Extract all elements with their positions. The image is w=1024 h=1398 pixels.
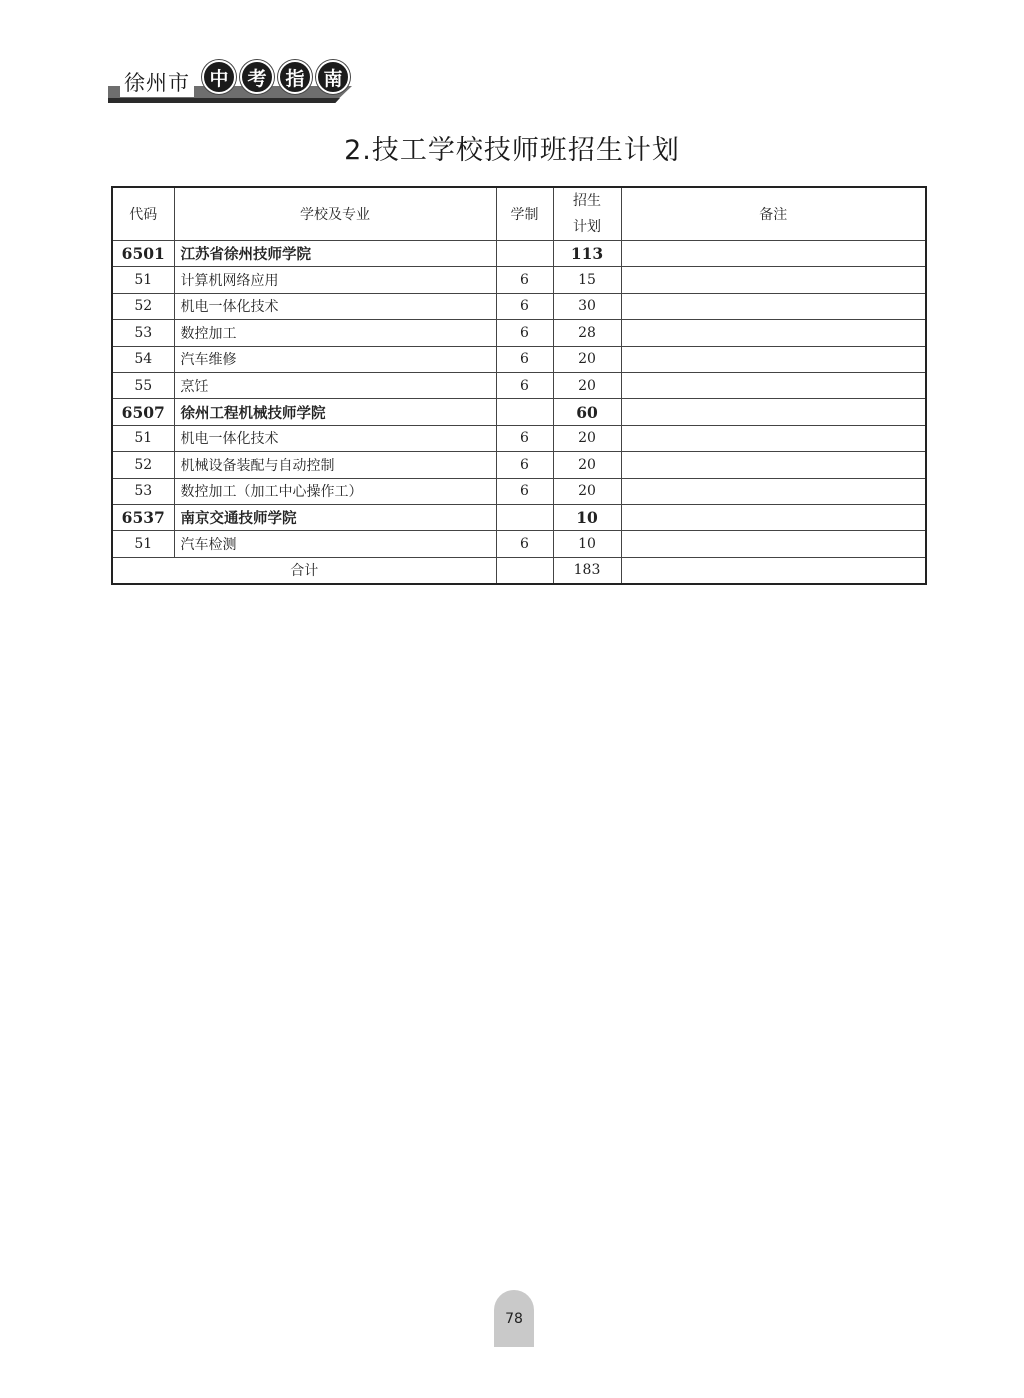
cell-code: 52 [112, 293, 174, 319]
table-row [112, 320, 926, 346]
cell-code: 51 [112, 531, 174, 557]
cell-name: 计算机网络应用 [174, 267, 496, 293]
guide-char: 南 [316, 60, 350, 94]
cell-code: 51 [112, 425, 174, 451]
table-row [112, 293, 926, 319]
cell-plan: 10 [553, 531, 621, 557]
cell-code: 52 [112, 452, 174, 478]
cell-plan: 28 [553, 320, 621, 346]
total-years [496, 557, 553, 584]
cell-years: 6 [496, 531, 553, 557]
table-row [112, 372, 926, 398]
cell-note [621, 320, 926, 346]
cell-plan: 60 [553, 399, 621, 425]
table-row [112, 346, 926, 372]
enrollment-table [111, 186, 927, 585]
cell-note [621, 241, 926, 267]
col-header-plan [553, 187, 621, 241]
cell-plan: 10 [553, 504, 621, 530]
cell-note [621, 399, 926, 425]
table-row [112, 241, 926, 267]
cell-name: 汽车检测 [174, 531, 496, 557]
cell-plan: 20 [553, 372, 621, 398]
total-note [621, 557, 926, 584]
page-number: 78 [494, 1290, 534, 1347]
cell-code: 55 [112, 372, 174, 398]
table-row [112, 504, 926, 530]
total-plan: 183 [553, 557, 621, 584]
banner-city: 徐州市 [120, 67, 194, 97]
table-row [112, 531, 926, 557]
cell-years: 6 [496, 346, 553, 372]
col-header-code: 代码 [112, 187, 174, 241]
col-header-note: 备注 [621, 187, 926, 241]
cell-years: 6 [496, 478, 553, 504]
cell-name: 数控加工 [174, 320, 496, 346]
cell-years [496, 241, 553, 267]
cell-note [621, 425, 926, 451]
cell-name: 机电一体化技术 [174, 425, 496, 451]
guide-char: 指 [278, 60, 312, 94]
table-header-row [112, 187, 926, 241]
page-title: 2.技工学校技师班招生计划 [344, 135, 680, 166]
cell-note [621, 293, 926, 319]
table-body [112, 241, 926, 585]
cell-note [621, 452, 926, 478]
cell-code: 53 [112, 320, 174, 346]
cell-years [496, 504, 553, 530]
banner-guide-chars [202, 60, 350, 94]
col-header-years: 学制 [496, 187, 553, 241]
col-header-plan-line1: 招生 [573, 193, 601, 209]
total-label: 合计 [112, 557, 496, 584]
cell-code: 6537 [112, 504, 174, 530]
cell-name: 数控加工（加工中心操作工） [174, 478, 496, 504]
cell-plan: 20 [553, 425, 621, 451]
guide-char: 中 [202, 60, 236, 94]
cell-years [496, 399, 553, 425]
guide-char: 考 [240, 60, 274, 94]
cell-name: 汽车维修 [174, 346, 496, 372]
cell-note [621, 478, 926, 504]
cell-years: 6 [496, 425, 553, 451]
cell-code: 51 [112, 267, 174, 293]
cell-code: 54 [112, 346, 174, 372]
cell-years: 6 [496, 372, 553, 398]
table-row [112, 478, 926, 504]
cell-code: 6501 [112, 241, 174, 267]
col-header-school: 学校及专业 [174, 187, 496, 241]
cell-note [621, 531, 926, 557]
col-header-plan-line2: 计划 [573, 219, 601, 235]
table-row [112, 399, 926, 425]
cell-plan: 20 [553, 478, 621, 504]
cell-years: 6 [496, 293, 553, 319]
cell-name: 徐州工程机械技师学院 [174, 399, 496, 425]
cell-plan: 113 [553, 241, 621, 267]
cell-name: 江苏省徐州技师学院 [174, 241, 496, 267]
cell-note [621, 267, 926, 293]
cell-name: 南京交通技师学院 [174, 504, 496, 530]
cell-note [621, 346, 926, 372]
cell-name: 机电一体化技术 [174, 293, 496, 319]
cell-note [621, 504, 926, 530]
cell-years: 6 [496, 267, 553, 293]
header-banner [108, 58, 358, 110]
cell-plan: 20 [553, 452, 621, 478]
cell-name: 烹饪 [174, 372, 496, 398]
banner-shadow-bar [108, 98, 340, 103]
table-row [112, 452, 926, 478]
cell-plan: 15 [553, 267, 621, 293]
cell-years: 6 [496, 320, 553, 346]
cell-plan: 20 [553, 346, 621, 372]
cell-name: 机械设备装配与自动控制 [174, 452, 496, 478]
cell-years: 6 [496, 452, 553, 478]
cell-code: 6507 [112, 399, 174, 425]
cell-plan: 30 [553, 293, 621, 319]
cell-code: 53 [112, 478, 174, 504]
table-total-row [112, 557, 926, 584]
table-row [112, 425, 926, 451]
cell-note [621, 372, 926, 398]
table-row [112, 267, 926, 293]
